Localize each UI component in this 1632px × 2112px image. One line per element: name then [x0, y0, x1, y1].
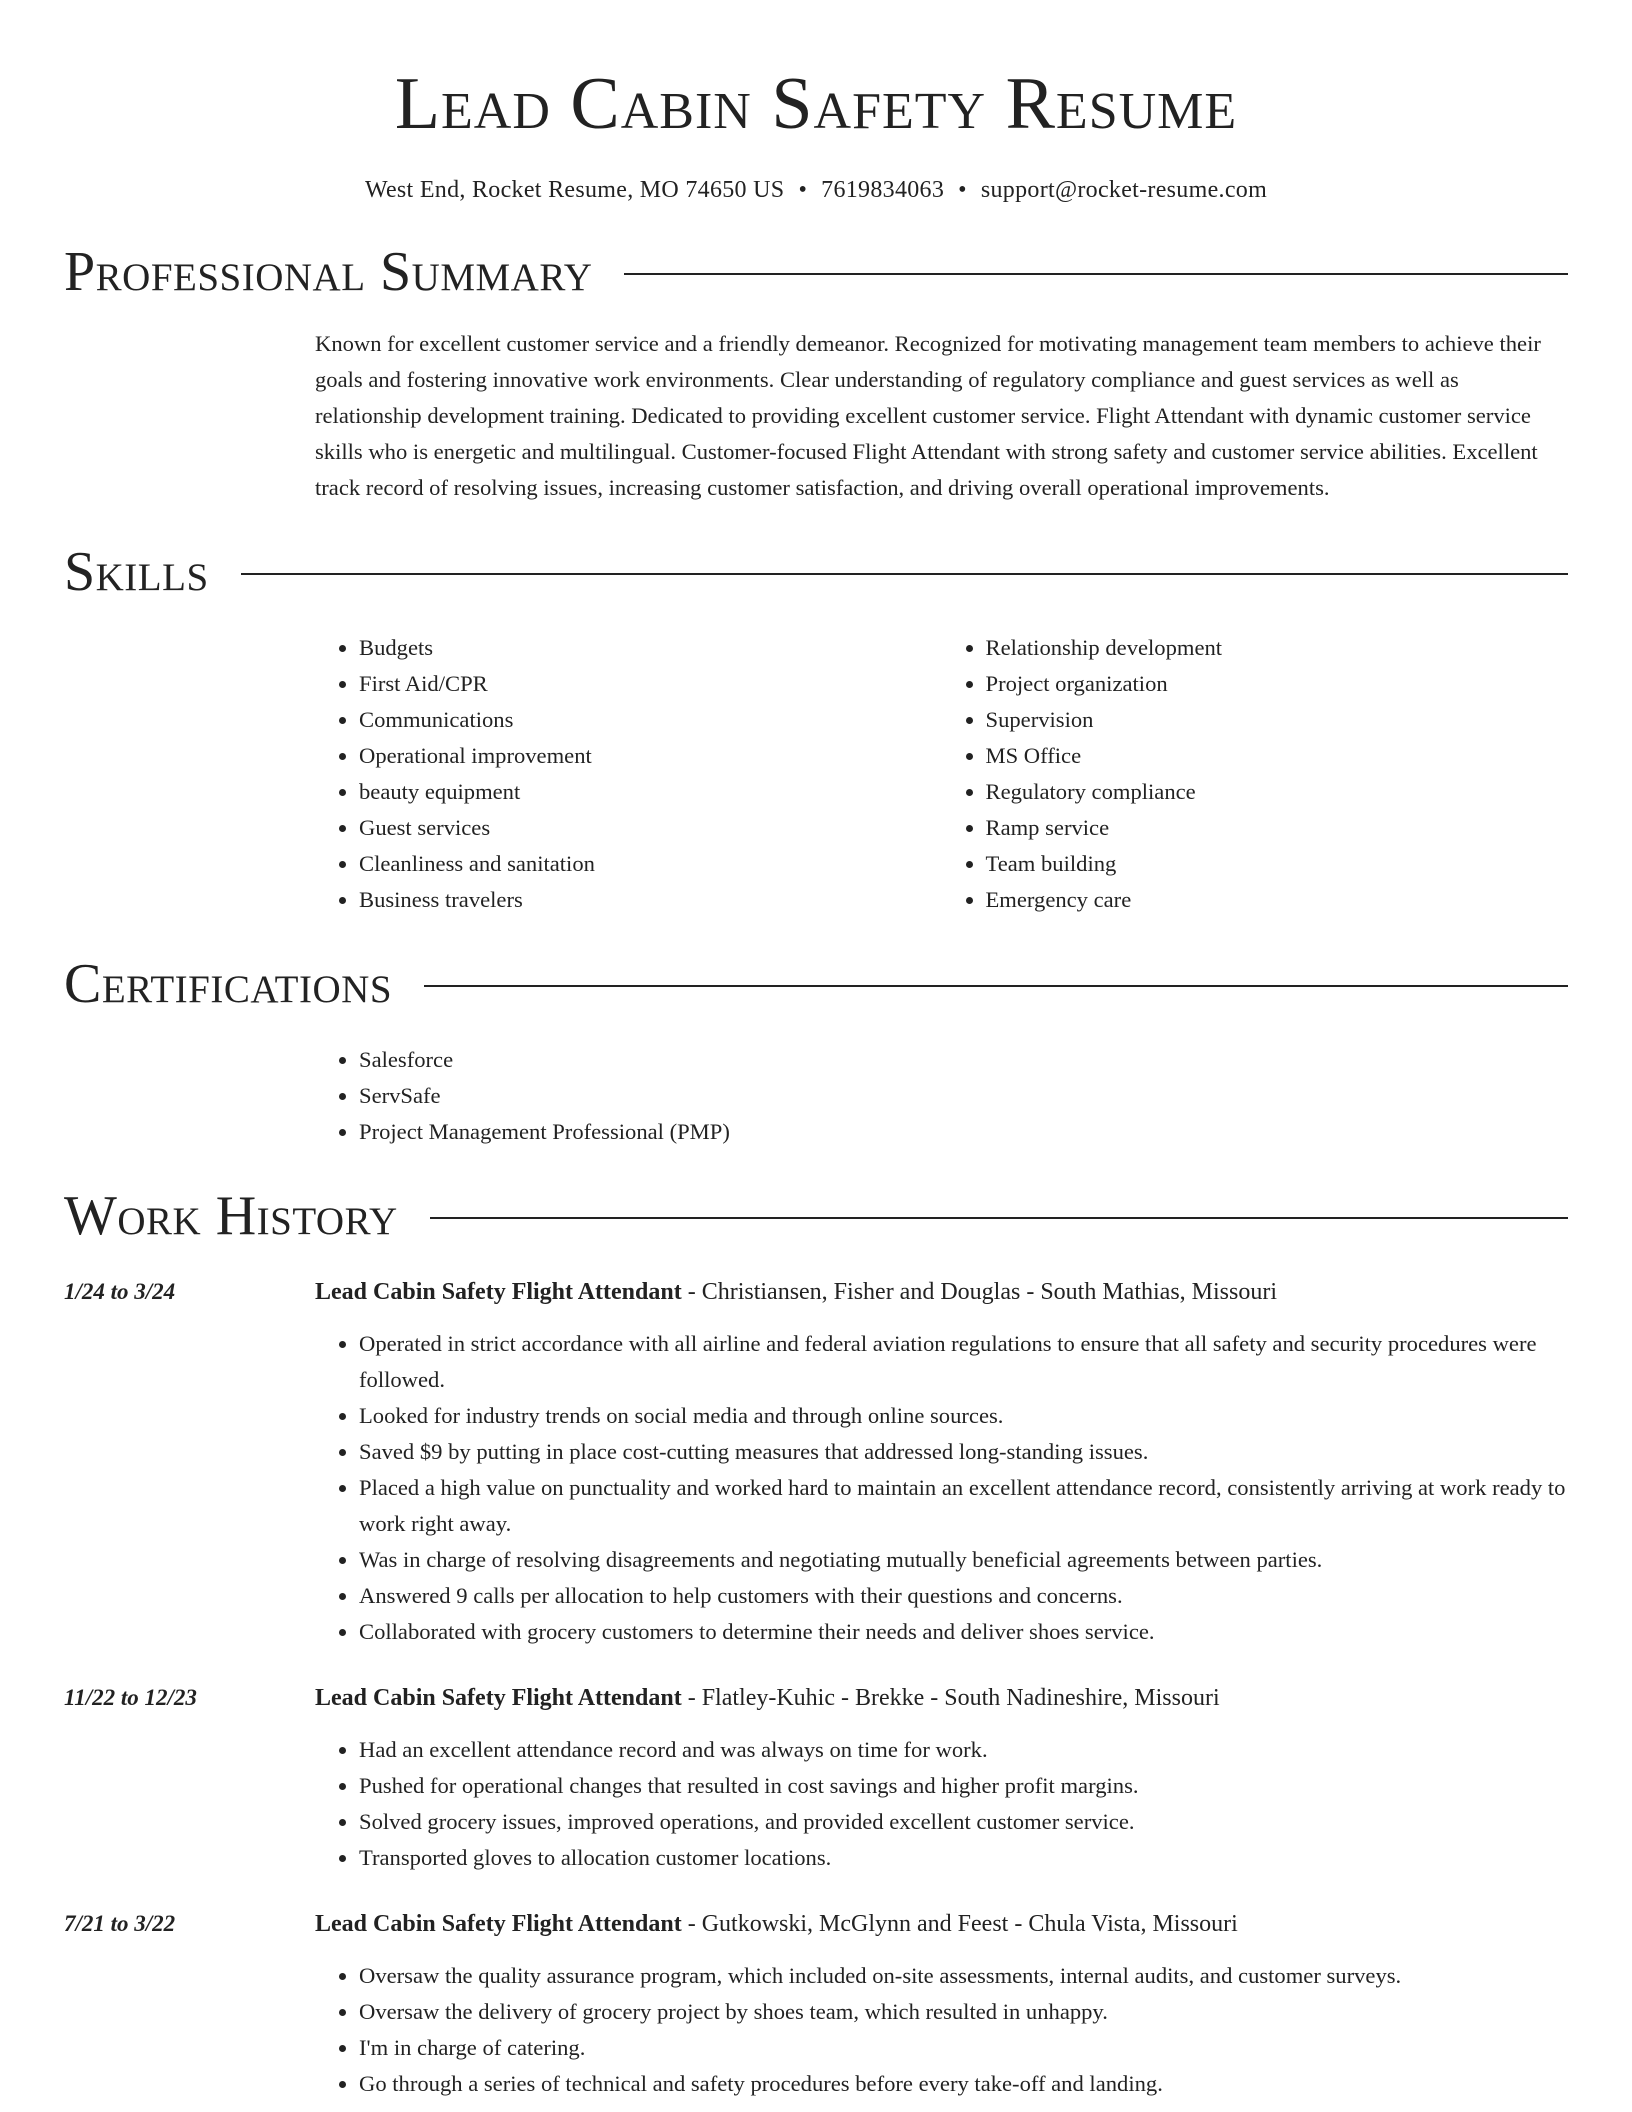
- job-header: [315, 1906, 1568, 1942]
- job-bullet: • Oversaw the quality assurance program, which included on-site assessments, internal audits, and customer surveys.: [359, 1958, 1568, 1994]
- work-history-section-header: [64, 1180, 1568, 1252]
- skill-item: • Ramp service: [986, 810, 1569, 846]
- job-bullet: • Answered 9 calls per allocation to help customers with their questions and concerns.: [359, 1578, 1568, 1614]
- job-header: [315, 1274, 1568, 1310]
- job-details: [315, 1680, 1568, 1876]
- job-bullets: [315, 1732, 1568, 1876]
- certification-item: • ServSafe: [359, 1078, 1568, 1114]
- section-divider: [241, 573, 1568, 575]
- skill-item: • Operational improvement: [359, 738, 942, 774]
- summary-section-header: [64, 236, 1568, 308]
- certifications-heading: Certifications: [64, 953, 393, 1015]
- job-bullet: • Transported gloves to allocation customer locations.: [359, 1840, 1568, 1876]
- contact-email: support@rocket-resume.com: [980, 177, 1268, 203]
- skill-item: • beauty equipment: [359, 774, 942, 810]
- contact-separator: •: [798, 177, 808, 203]
- job-dates: 1/24 to 3/24: [64, 1279, 176, 1304]
- job-entry: [64, 1274, 1568, 1650]
- job-company: - Flatley-Kuhic - Brekke - South Nadineshire, Missouri: [681, 1685, 1220, 1711]
- section-divider: [624, 273, 1568, 275]
- job-bullet: • Placed a high value on punctuality and worked hard to maintain an excellent attendance record, consistently arriving at work ready to work right away.: [359, 1470, 1568, 1542]
- job-dates: 11/22 to 12/23: [64, 1685, 197, 1710]
- job-entry: [64, 1680, 1568, 1876]
- job-bullet: • Pushed for operational changes that resulted in cost savings and higher profit margins.: [359, 1768, 1568, 1804]
- skill-item: • Supervision: [986, 702, 1569, 738]
- skill-item: • Project organization: [986, 666, 1569, 702]
- job-company: - Gutkowski, McGlynn and Feest - Chula Vista, Missouri: [681, 1911, 1238, 1937]
- skill-item: • MS Office: [986, 738, 1569, 774]
- contact-separator: •: [958, 177, 967, 203]
- skill-item: • Budgets: [359, 630, 942, 666]
- certification-item: • Salesforce: [359, 1042, 1568, 1078]
- summary-heading: Professional Summary: [64, 241, 593, 303]
- skill-item: • Communications: [359, 702, 942, 738]
- job-bullet: • Operated in strict accordance with all airline and federal aviation regulations to ensure that all safety and security procedures were followed.: [359, 1326, 1568, 1398]
- contact-address: West End, Rocket Resume, MO 74650 US: [364, 177, 785, 203]
- job-bullet: • Had an excellent attendance record and was always on time for work.: [359, 1732, 1568, 1768]
- skill-item: • Guest services: [359, 810, 942, 846]
- skill-item: • Team building: [986, 846, 1569, 882]
- skill-item: • Regulatory compliance: [986, 774, 1569, 810]
- skills-column-right: [942, 630, 1569, 918]
- job-details: [315, 1274, 1568, 1650]
- job-dates: 7/21 to 3/22: [64, 1911, 176, 1936]
- certification-item: • Project Management Professional (PMP): [359, 1114, 1568, 1150]
- job-bullet: • Go through a series of technical and safety procedures before every take-off and landing.: [359, 2066, 1568, 2102]
- contact-phone: 7619834063: [821, 177, 945, 203]
- job-bullet: • Collaborated with grocery customers to determine their needs and deliver shoes service.: [359, 1614, 1568, 1650]
- job-title: Lead Cabin Safety Flight Attendant: [315, 1911, 682, 1937]
- job-bullet: • I'm in charge of catering.: [359, 2030, 1568, 2066]
- skills-list: [315, 630, 1568, 918]
- skill-item: • First Aid/CPR: [359, 666, 942, 702]
- skill-item: • Emergency care: [986, 882, 1569, 918]
- job-entry: [64, 1906, 1568, 2102]
- certifications-bullets: [315, 1042, 1568, 1150]
- job-bullet: • Solved grocery issues, improved operations, and provided excellent customer service.: [359, 1804, 1568, 1840]
- section-divider: [430, 1217, 1568, 1219]
- skill-item: • Cleanliness and sanitation: [359, 846, 942, 882]
- section-divider: [424, 985, 1568, 987]
- job-bullet: • Oversaw the delivery of grocery project by shoes team, which resulted in unhappy.: [359, 1994, 1568, 2030]
- skills-column-left: [315, 630, 942, 918]
- job-bullet: • Saved $9 by putting in place cost-cutting measures that addressed long-standing issues.: [359, 1434, 1568, 1470]
- certifications-list: [315, 1042, 1568, 1150]
- job-bullet: • Looked for industry trends on social media and through online sources.: [359, 1398, 1568, 1434]
- job-header: [315, 1680, 1568, 1716]
- summary-text: Known for excellent customer service and a friendly demeanor. Recognized for motivating management team members to achieve their goals and fostering innovative work environments. Clear understanding of regulatory compliance and guest services as well as relationship development training. Dedicated to providing excellent customer service. Flight Attendant with dynamic customer service skills who is energetic and multilingual. Customer-focused Flight Attendant with strong safety and customer service abilities. Excellent track record of resolving issues, increasing customer satisfaction, and driving overall operational improvements.: [315, 331, 1541, 500]
- resume-page: [64, 0, 1568, 2102]
- work-history-heading: Work History: [64, 1185, 398, 1247]
- job-details: [315, 1906, 1568, 2102]
- certifications-section-header: [64, 948, 1568, 1020]
- job-bullets: [315, 1958, 1568, 2102]
- resume-name: Lead Cabin Safety Resume: [394, 63, 1238, 145]
- skill-item: • Business travelers: [359, 882, 942, 918]
- job-title: Lead Cabin Safety Flight Attendant: [315, 1685, 682, 1711]
- skills-heading: Skills: [64, 541, 209, 603]
- job-company: - Christiansen, Fisher and Douglas - South Mathias, Missouri: [681, 1279, 1278, 1305]
- contact-line: [64, 174, 1568, 206]
- skills-section-header: [64, 536, 1568, 608]
- job-title: Lead Cabin Safety Flight Attendant: [315, 1279, 682, 1305]
- skill-item: • Relationship development: [986, 630, 1569, 666]
- job-bullets: [315, 1326, 1568, 1650]
- job-bullet: • Was in charge of resolving disagreements and negotiating mutually beneficial agreements between parties.: [359, 1542, 1568, 1578]
